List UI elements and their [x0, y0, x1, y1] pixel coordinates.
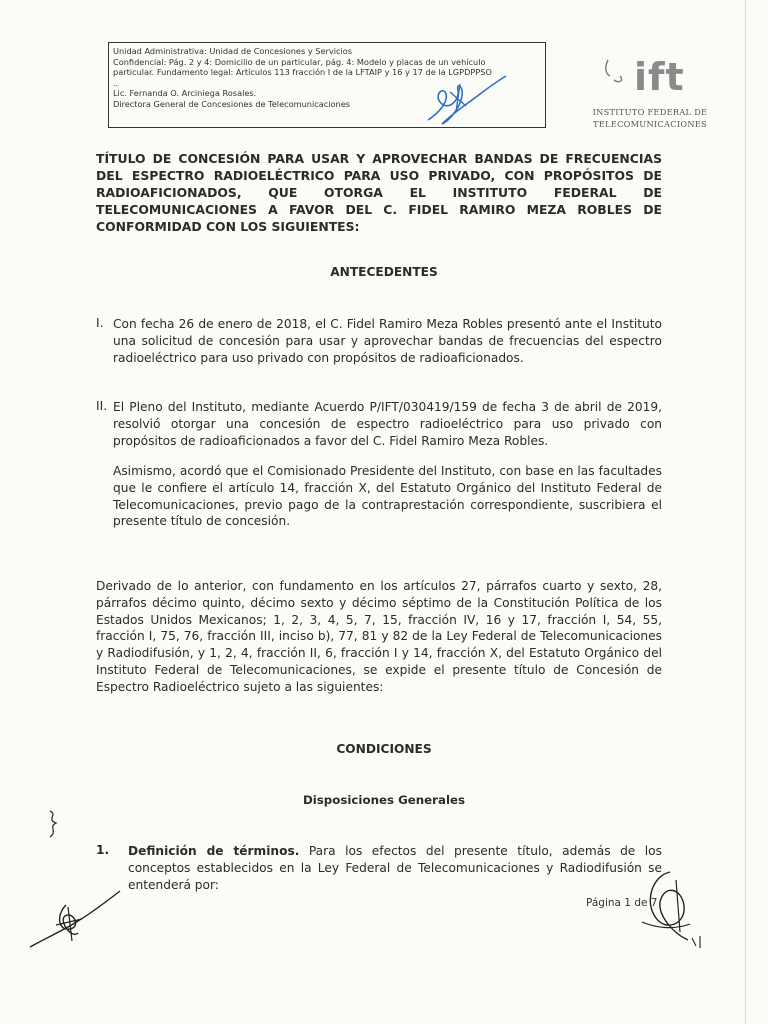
section-heading-antecedentes: ANTECEDENTES: [330, 265, 438, 279]
term-label: Definición de términos.: [128, 844, 300, 858]
svg-text:ift: ift: [634, 55, 685, 99]
condicion-paragraph: [128, 843, 662, 893]
logo-text: TELECOMUNICACIONES: [592, 119, 708, 129]
condicion-text: Para los efectos del presente título, además de los conceptos establecidos en la Ley Federal de Telecomunicaciones y Radiodifusión se entenderá por:: [128, 844, 662, 892]
ift-logo-mark: [590, 50, 710, 102]
item-number: 1.: [96, 843, 110, 857]
antecedente-paragraph: El Pleno del Instituto, mediante Acuerdo P/IFT/030419/159 de fecha 3 de abril de 2019, resolvió otorgar una concesión de espectro radioeléctrico para uso privado con propósitos de radioaficionados a favor del C. Fidel Ramiro Meza Robles.: [113, 400, 662, 448]
item-number: II.: [96, 399, 108, 413]
page-edge: [745, 0, 746, 1024]
signature-left: [26, 885, 126, 955]
fundamento-paragraph: Derivado de lo anterior, con fundamento en los artículos 27, párrafos cuarto y sexto, 28, párrafos décimo quinto, décimo sexto y décimo séptimo de la Constitución Política de los Estados Unidos Mexicanos; 1, 2, 3, 4, 5, 7, 15, fracción IV, 16 y 17, fracción I, 54, 55, fracción I, 75, 76, fracción III, inciso b), 77, 81 y 82 de la Ley Federal de Telecomunicaciones y Radiodifusión, y 1, 2, 4, fracción II, 6, fracción I y 14, fracción X, del Estatuto Orgánico del Instituto Federal de Telecomunicaciones, se expide el presente título de Concesión de Espectro Radioeléctrico sujeto a las siguientes:: [96, 579, 662, 694]
header-line: ..: [113, 77, 119, 88]
section-heading-condiciones: CONDICIONES: [336, 742, 432, 756]
margin-mark: [40, 805, 70, 845]
item-number: I.: [96, 316, 104, 330]
header-line: Directora General de Concesiones de Telecomunicaciones: [113, 98, 351, 109]
header-line: particular. Fundamento legal: Artículos 113 fracción I de la LFTAIP y 16 y 17 de la LGPDPPSO: [113, 67, 492, 78]
header-line: Confidencial: Pág. 2 y 4: Domicilio de un particular, pág. 4: Modelo y placas de un vehículo: [113, 56, 486, 67]
document-title: TÍTULO DE CONCESIÓN PARA USAR Y APROVECHAR BANDAS DE FRECUENCIAS DEL ESPECTRO RADIOELÉCTRICO PARA USO PRIVADO, CON PROPÓSITOS DE RADIOAFICIONADOS, QUE OTORGA EL INSTITUTO FEDERAL DE TELECOMUNICACIONES A FAVOR DEL C. FIDEL RAMIRO MEZA ROBLES DE CONFORMIDAD CON LOS SIGUIENTES:: [96, 151, 662, 234]
page-number: Página 1 de 7: [586, 897, 658, 909]
subsection-heading: Disposiciones Generales: [302, 793, 466, 807]
header-line: Lic. Fernanda O. Arciniega Rosales.: [113, 88, 257, 99]
signature-blue: [420, 72, 510, 127]
antecedente-paragraph: Con fecha 26 de enero de 2018, el C. Fidel Ramiro Meza Robles presentó ante el Instituto una solicitud de concesión para usar y aprovechar bandas de frecuencias del espectro radioeléctrico para uso privado con propósitos de radioaficionados.: [113, 317, 662, 365]
signature-right: [630, 862, 710, 952]
antecedente-paragraph: Asimismo, acordó que el Comisionado Presidente del Instituto, con base en las facultades que le confiere el artículo 14, fracción X, del Estatuto Orgánico del Instituto Federal de Telecomunicaciones, previo pago de la contraprestación correspondiente, suscribiera el presente título de concesión.: [113, 464, 662, 529]
header-line: Unidad Administrativa: Unidad de Concesiones y Servicios: [113, 46, 353, 56]
logo-text: INSTITUTO FEDERAL DE: [592, 107, 708, 117]
ift-logo: [590, 50, 710, 134]
